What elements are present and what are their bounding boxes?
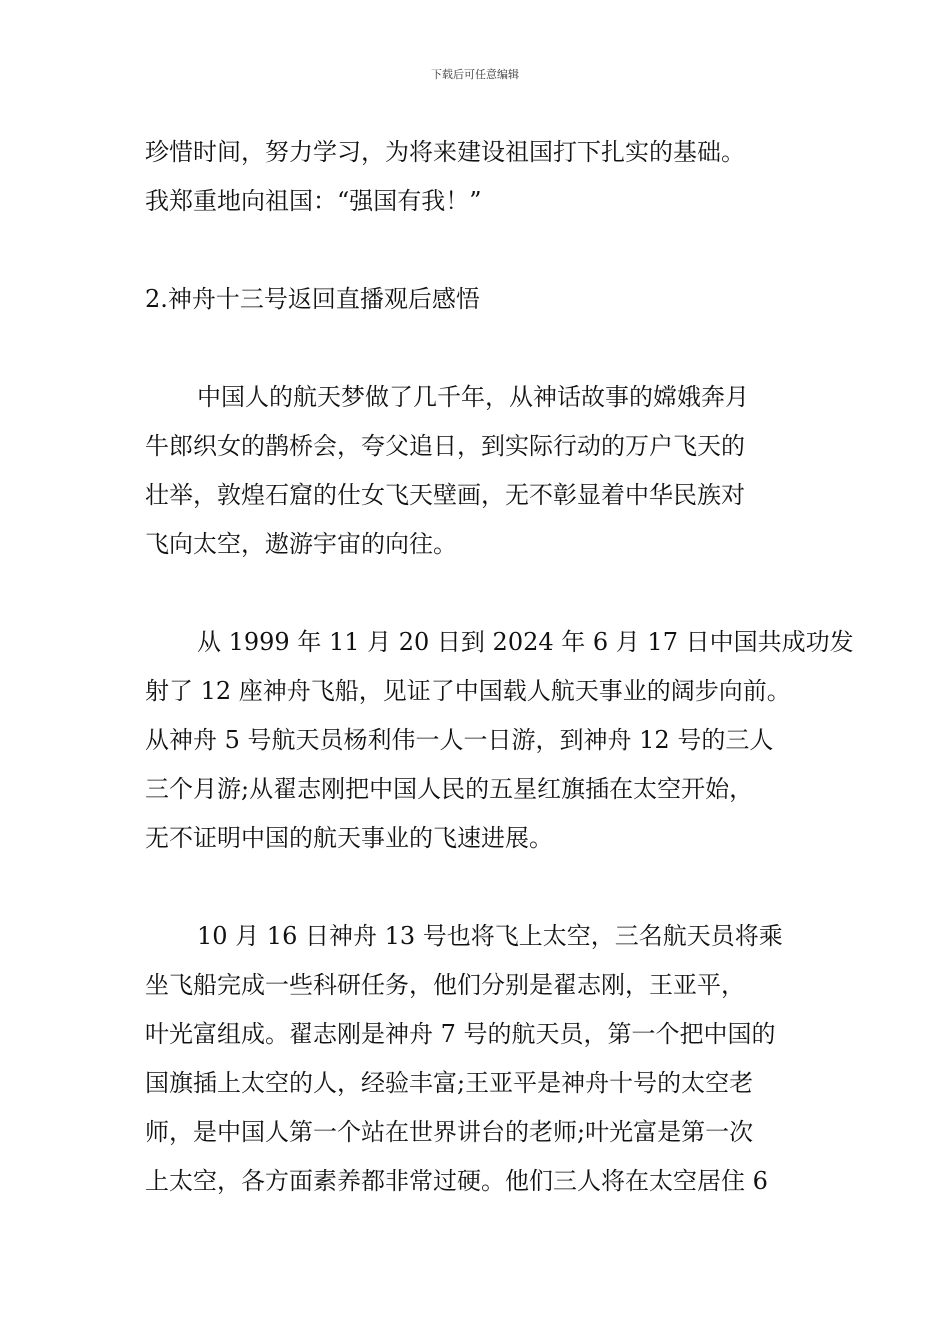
body-line: 珍惜时间，努力学习，为将来建设祖国打下扎实的基础。 <box>145 138 745 166</box>
paragraph-first-line: 中国人的航天梦做了几千年，从神话故事的嫦娥奔月 <box>197 383 749 411</box>
body-line: 壮举，敦煌石窟的仕女飞天壁画，无不彰显着中华民族对 <box>145 481 745 509</box>
page-header-note: 下载后可任意编辑 <box>431 68 519 81</box>
body-line: 国旗插上太空的人，经验丰富;王亚平是神舟十号的太空老 <box>145 1069 754 1097</box>
body-line: 三个月游;从翟志刚把中国人民的五星红旗插在太空开始， <box>145 775 754 803</box>
body-line: 我郑重地向祖国：“强国有我！” <box>145 187 482 215</box>
section-heading: 2.神舟十三号返回直播观后感悟 <box>145 285 480 313</box>
body-line: 叶光富组成。翟志刚是神舟 7 号的航天员，第一个把中国的 <box>145 1020 776 1048</box>
body-line: 从神舟 5 号航天员杨利伟一人一日游，到神舟 12 号的三人 <box>145 726 774 754</box>
body-line: 师，是中国人第一个站在世界讲台的老师;叶光富是第一次 <box>145 1118 754 1146</box>
body-line: 坐飞船完成一些科研任务，他们分别是翟志刚，王亚平， <box>145 971 745 999</box>
document-body <box>145 128 854 1206</box>
body-line: 上太空，各方面素养都非常过硬。他们三人将在太空居住 6 <box>145 1167 768 1195</box>
paragraph-first-line: 从 1999 年 11 月 20 日到 2024 年 6 月 17 日中国共成功发 <box>197 628 854 656</box>
body-line: 飞向太空，遨游宇宙的向往。 <box>145 530 457 558</box>
body-line: 牛郎织女的鹊桥会，夸父追日，到实际行动的万户飞天的 <box>145 432 745 460</box>
body-line: 射了 12 座神舟飞船，见证了中国载人航天事业的阔步向前。 <box>145 677 791 705</box>
paragraph-first-line: 10 月 16 日神舟 13 号也将飞上太空，三名航天员将乘 <box>197 922 783 950</box>
body-line: 无不证明中国的航天事业的飞速进展。 <box>145 824 553 852</box>
